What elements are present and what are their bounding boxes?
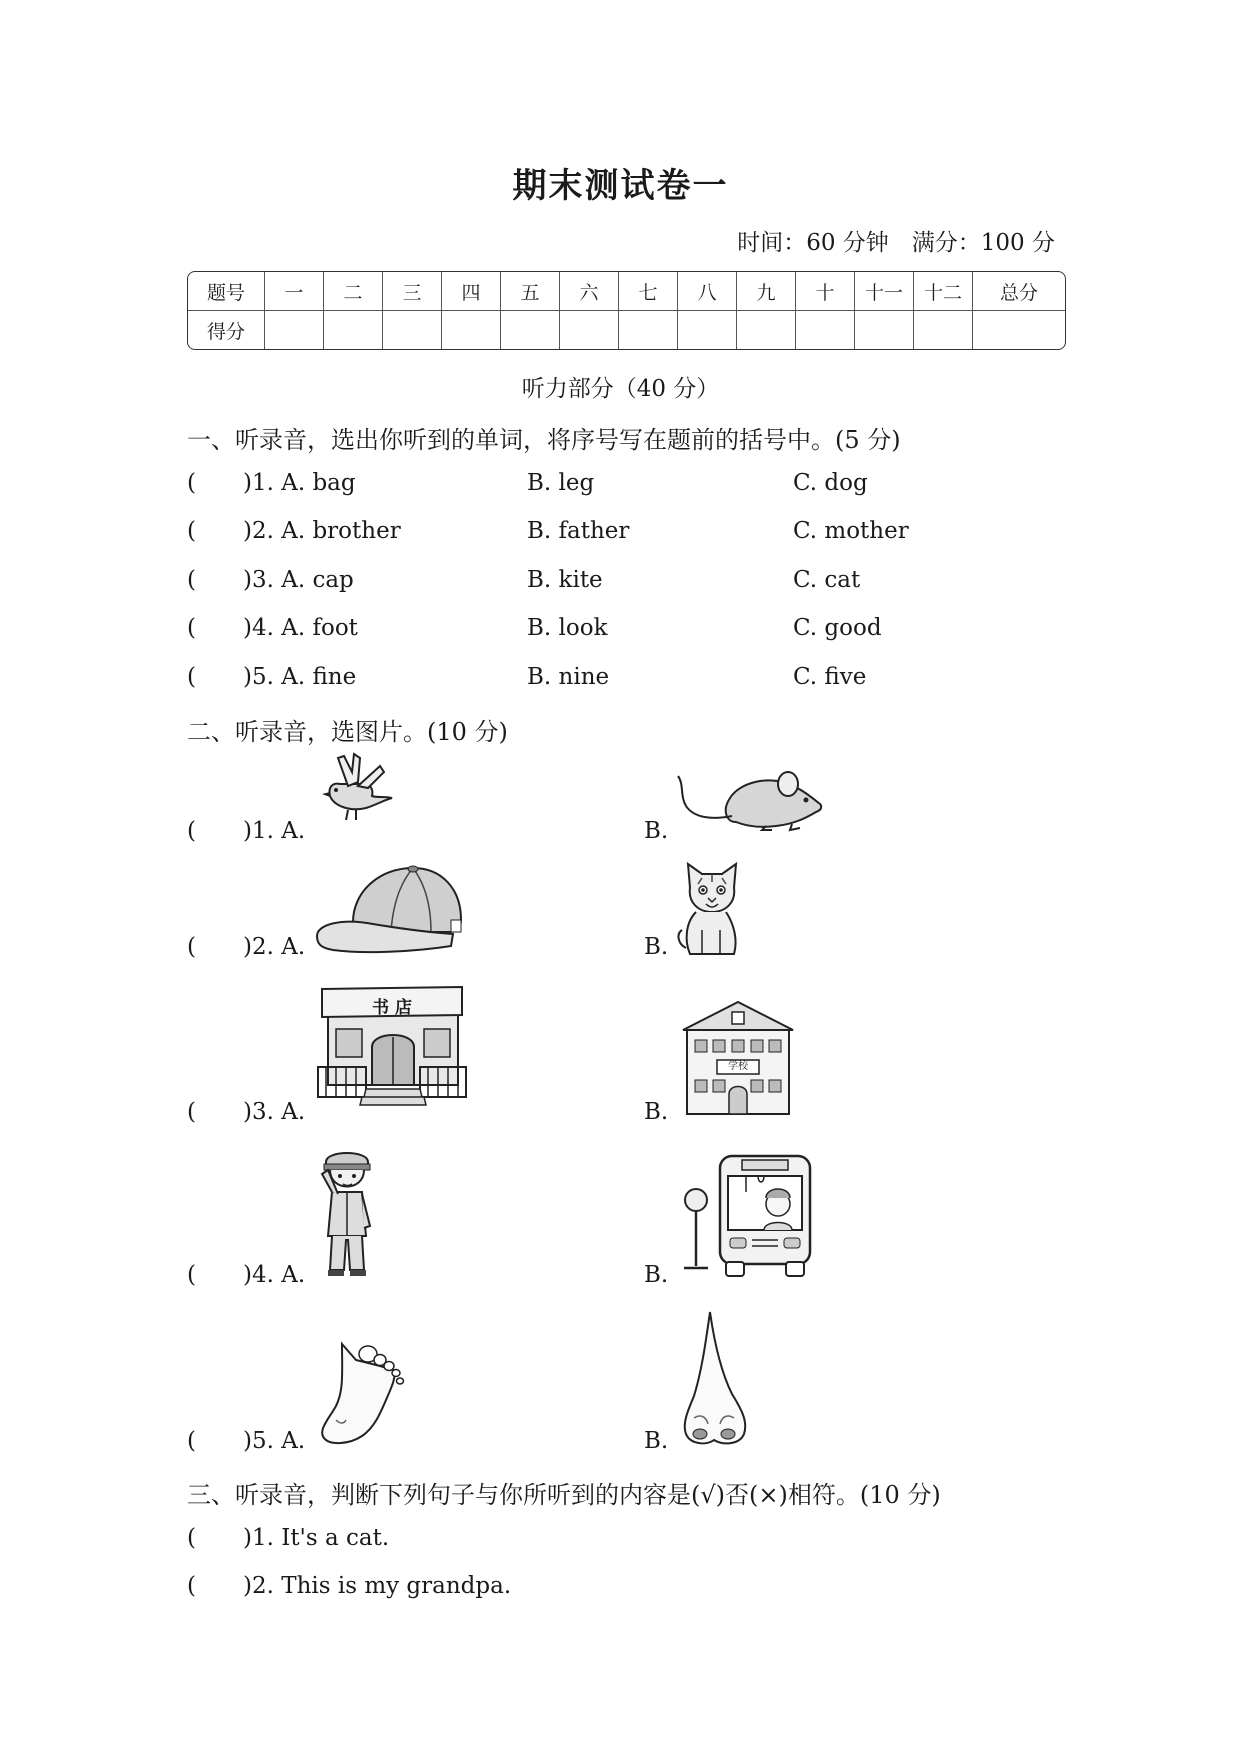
pic-item-4-paren[interactable]: ( [187, 1262, 196, 1288]
pic-item-1-label-a: )1. A. [243, 818, 306, 844]
score-header-cell: 三 [383, 272, 442, 311]
answer-bracket[interactable]: ( [187, 518, 196, 544]
score-header-cell: 十 [796, 272, 855, 311]
item-option-b: B. nine [527, 664, 610, 690]
score-header-cell: 题号 [188, 272, 265, 311]
item-sentence: )2. This is my grandpa. [243, 1573, 512, 1599]
section1-item [187, 567, 1067, 597]
score-header-cell: 十一 [855, 272, 914, 311]
pic-item-1-label-b: B. [644, 818, 669, 844]
bookstore-icon [316, 985, 468, 1115]
police-officer-icon [318, 1144, 376, 1278]
exam-time-and-score: 时间：60 分钟 满分：100 分 [737, 230, 1055, 256]
item-option-c: C. mother [793, 518, 909, 544]
listening-part-title: 听力部分（40 分） [521, 376, 720, 402]
score-header-cell: 六 [560, 272, 619, 311]
score-cell[interactable] [678, 311, 737, 349]
score-table-header-row [188, 272, 1065, 311]
score-header-cell: 总分 [973, 272, 1065, 311]
item-option-b: B. look [527, 615, 608, 641]
item-option-c: C. five [793, 664, 867, 690]
score-table [187, 271, 1066, 350]
pic-item-2-label-a: )2. A. [243, 934, 306, 960]
section3-item [187, 1525, 1067, 1555]
bus-driver-icon [676, 1150, 816, 1280]
score-header-cell: 八 [678, 272, 737, 311]
section1-item [187, 664, 1067, 694]
answer-bracket[interactable]: ( [187, 567, 196, 593]
pic-item-3-label-b: B. [644, 1099, 669, 1125]
school-icon [681, 1000, 795, 1116]
pic-item-3-paren[interactable]: ( [187, 1099, 196, 1125]
score-cell[interactable] [501, 311, 560, 349]
section3-item [187, 1573, 1067, 1603]
item-option-a: )1. A. bag [243, 470, 356, 496]
item-option-b: B. father [527, 518, 630, 544]
item-option-c: C. cat [793, 567, 861, 593]
score-cell[interactable] [442, 311, 501, 349]
bird-icon [318, 752, 396, 824]
item-option-a: )3. A. cap [243, 567, 354, 593]
score-cell[interactable] [855, 311, 914, 349]
score-cell[interactable] [324, 311, 383, 349]
foot-icon [316, 1340, 406, 1450]
answer-bracket[interactable]: ( [187, 470, 196, 496]
pic-item-4-label-a: )4. A. [243, 1262, 306, 1288]
item-option-a: )4. A. foot [243, 615, 358, 641]
score-cell[interactable] [796, 311, 855, 349]
score-cell[interactable] [619, 311, 678, 349]
answer-bracket[interactable]: ( [187, 1573, 196, 1599]
score-cell[interactable] [383, 311, 442, 349]
score-header-cell: 五 [501, 272, 560, 311]
cat-icon [676, 860, 748, 958]
pic-item-1-paren[interactable]: ( [187, 818, 196, 844]
nose-icon [680, 1310, 748, 1448]
pic-item-2-label-b: B. [644, 934, 669, 960]
item-option-c: C. good [793, 615, 882, 641]
score-cell[interactable] [560, 311, 619, 349]
pic-item-5-label-b: B. [644, 1428, 669, 1454]
score-cell[interactable] [973, 311, 1065, 349]
score-row-label: 得分 [188, 311, 265, 349]
pic-item-3-label-a: )3. A. [243, 1099, 306, 1125]
pic-item-2-paren[interactable]: ( [187, 934, 196, 960]
mouse-icon [676, 770, 826, 832]
pic-item-5-label-a: )5. A. [243, 1428, 306, 1454]
score-header-cell: 一 [265, 272, 324, 311]
cap-icon [313, 862, 465, 956]
item-option-a: )2. A. brother [243, 518, 401, 544]
item-option-a: )5. A. fine [243, 664, 357, 690]
section1-item [187, 615, 1067, 645]
school-sign: 学校 [728, 1061, 748, 1072]
score-cell[interactable] [737, 311, 796, 349]
section1-item [187, 470, 1067, 500]
score-header-cell: 七 [619, 272, 678, 311]
score-table-score-row [188, 311, 1065, 349]
score-header-cell: 二 [324, 272, 383, 311]
pic-item-4-label-b: B. [644, 1262, 669, 1288]
answer-bracket[interactable]: ( [187, 615, 196, 641]
score-cell[interactable] [265, 311, 324, 349]
answer-bracket[interactable]: ( [187, 664, 196, 690]
section2-heading: 二、听录音，选图片。(10 分) [187, 718, 508, 746]
score-cell[interactable] [914, 311, 973, 349]
item-option-b: B. leg [527, 470, 595, 496]
item-sentence: )1. It's a cat. [243, 1525, 390, 1551]
exam-title: 期末测试卷一 [512, 166, 729, 206]
score-header-cell: 九 [737, 272, 796, 311]
section1-heading: 一、听录音，选出你听到的单词，将序号写在题前的括号中。(5 分) [187, 426, 901, 454]
item-option-b: B. kite [527, 567, 603, 593]
score-header-cell: 四 [442, 272, 501, 311]
section1-item [187, 518, 1067, 548]
pic-item-5-paren[interactable]: ( [187, 1428, 196, 1454]
score-header-cell: 十二 [914, 272, 973, 311]
section3-heading: 三、听录音，判断下列句子与你所听到的内容是(√)否(×)相符。(10 分) [187, 1481, 941, 1509]
answer-bracket[interactable]: ( [187, 1525, 196, 1551]
item-option-c: C. dog [793, 470, 868, 496]
bookstore-sign: 书 店 [372, 998, 412, 1018]
